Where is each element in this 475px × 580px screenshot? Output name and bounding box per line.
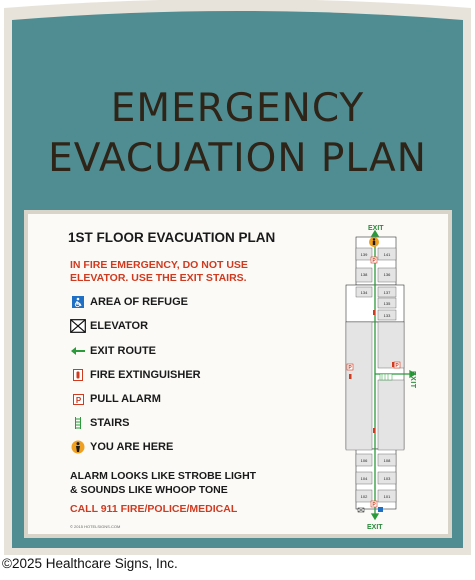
room-label: 134 [360,290,368,295]
room-label: 133 [383,313,391,318]
exit-label-top: EXIT [368,225,384,232]
room-label: 136 [383,272,391,277]
warning-line-2: ELEVATOR. USE THE EXIT STAIRS. [70,272,247,284]
legend-label: STAIRS [90,417,130,429]
room-label: 139 [360,252,368,257]
small-copyright: © 2015 HOTELSIGNS.COM [70,524,121,529]
exit-label-bottom: EXIT [367,524,383,531]
fire-extinguisher-icon [70,367,86,383]
elevator-markers [358,508,364,512]
emergency-call-text: CALL 911 FIRE/POLICE/MEDICAL [70,503,238,515]
room-label: 108 [383,458,391,463]
room-label: 101 [383,494,391,499]
warning-line-1: IN FIRE EMERGENCY, DO NOT USE [70,259,248,271]
legend-label: AREA OF REFUGE [90,296,188,308]
wheelchair-icon [70,294,86,310]
elevator-icon [70,318,86,334]
legend-item-exit-route [70,343,156,359]
exit-arrow-icon [70,343,86,359]
legend-item-stairs [70,415,130,431]
alarm-line-1: ALARM LOOKS LIKE STROBE LIGHT [70,470,257,482]
floor-map [340,224,420,532]
legend-item-you-are-here [70,439,173,455]
legend-label: YOU ARE HERE [90,441,174,453]
legend-item-pull-alarm [70,391,161,407]
exit-label-right: EXIT [409,371,416,389]
svg-text:P: P [395,363,399,369]
legend-label: ELEVATOR [90,320,149,332]
svg-text:P: P [372,258,376,264]
you-are-here-icon [70,439,86,455]
room-label: 106 [360,458,368,463]
sign-title-line-2: EVACUATION PLAN [48,136,427,181]
room-label: 137 [383,290,391,295]
legend-item-area-of-refuge [70,294,188,310]
you-are-here-marker [369,237,379,247]
plan-heading: 1ST FLOOR EVACUATION PLAN [68,230,276,245]
pull-alarm-icon [70,391,86,407]
alarm-line-2: & SOUNDS LIKE WHOOP TONE [70,484,228,496]
room-label: 141 [383,252,391,257]
sign-title-line-1: EMERGENCY [110,86,365,131]
area-of-refuge-marker [378,507,383,512]
legend-label: PULL ALARM [90,393,161,405]
stairs-markers [380,374,392,380]
legend-label: EXIT ROUTE [90,345,157,357]
legend-label: FIRE EXTINGUISHER [90,369,201,381]
room-label: 102 [360,494,368,499]
room-label: 103 [383,476,391,481]
svg-text:P: P [75,395,81,405]
legend-item-fire-extinguisher [70,367,201,383]
copyright-text: ©2025 Healthcare Signs, Inc. [2,556,178,571]
room-label: 104 [360,476,368,481]
room-label: 138 [360,272,368,277]
room-label: 135 [383,301,391,306]
stairs-icon [70,415,86,431]
legend-item-elevator [70,318,148,334]
svg-text:P: P [372,502,376,508]
svg-text:P: P [348,365,352,371]
